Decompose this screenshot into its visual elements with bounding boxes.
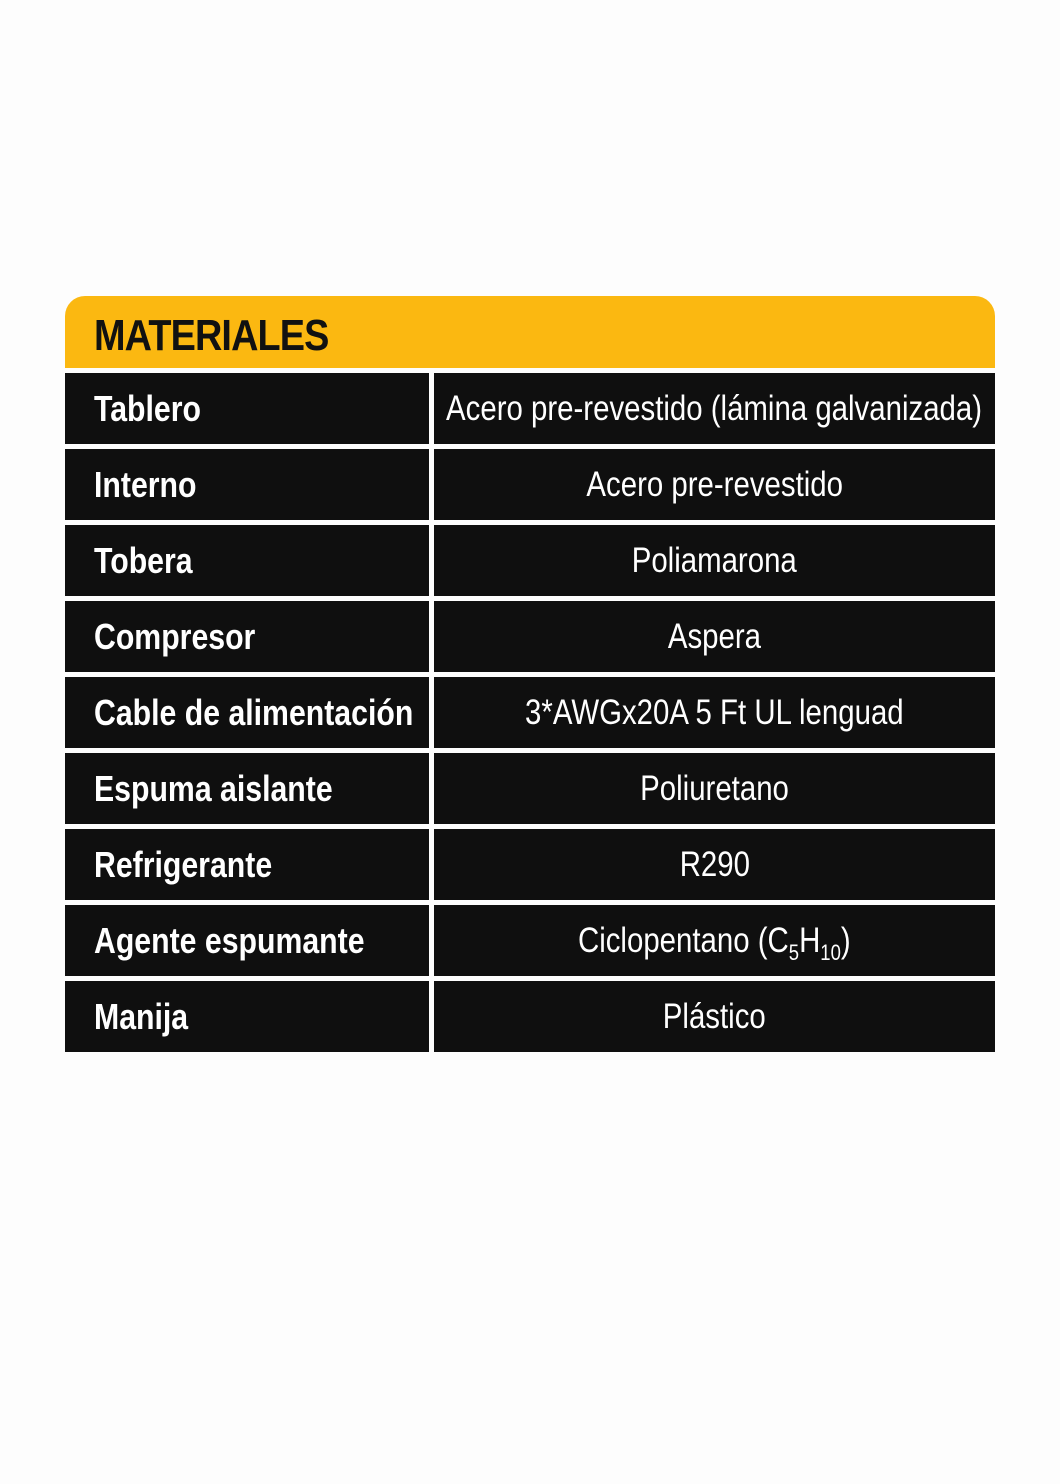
row-value: 3*AWGx20A 5 Ft UL lenguad [525, 692, 904, 732]
value-cell [434, 753, 995, 824]
value-cell [434, 601, 995, 672]
value-cell [434, 829, 995, 900]
row-label: Tobera [94, 539, 193, 581]
row-label: Cable de alimentación [94, 691, 414, 733]
value-cell [434, 905, 995, 976]
label-cell [65, 677, 429, 748]
label-cell [65, 449, 429, 520]
row-value: R290 [679, 844, 750, 884]
table-row-agente-espumante [65, 905, 995, 976]
table-row-compresor [65, 601, 995, 672]
label-cell [65, 981, 429, 1052]
table-title: MATERIALES [94, 311, 329, 360]
materials-table [65, 296, 995, 1057]
row-value: Plástico [663, 996, 766, 1036]
label-cell [65, 829, 429, 900]
value-cell [434, 373, 995, 444]
row-value: Poliamarona [631, 540, 798, 580]
row-value-formula [578, 920, 851, 965]
table-row-tablero [65, 373, 995, 444]
formula-suffix: ) [841, 920, 851, 960]
value-cell [434, 525, 995, 596]
row-value: Aspera [667, 616, 762, 656]
table-header [65, 296, 995, 368]
row-value: Acero pre-revestido [586, 464, 843, 504]
row-label: Compresor [94, 615, 256, 657]
formula-subscript-carbon: 5 [788, 939, 800, 965]
table-row-espuma-aislante [65, 753, 995, 824]
row-label: Agente espumante [94, 919, 365, 961]
table-row-interno [65, 449, 995, 520]
label-cell [65, 601, 429, 672]
table-row-refrigerante [65, 829, 995, 900]
value-cell [434, 449, 995, 520]
row-label: Refrigerante [94, 843, 273, 885]
row-label: Interno [94, 463, 197, 505]
table-row-manija [65, 981, 995, 1052]
row-label: Tablero [94, 387, 201, 429]
value-cell [434, 677, 995, 748]
table-row-tobera [65, 525, 995, 596]
formula-prefix: Ciclopentano (C [578, 920, 789, 960]
label-cell [65, 905, 429, 976]
label-cell [65, 373, 429, 444]
row-value: Acero pre-revestido (lámina galvanizada) [446, 388, 983, 428]
row-value: Poliuretano [640, 768, 789, 808]
formula-subscript-hydrogen: 10 [820, 939, 842, 965]
label-cell [65, 525, 429, 596]
row-label: Manija [94, 995, 189, 1037]
label-cell [65, 753, 429, 824]
value-cell [434, 981, 995, 1052]
row-label: Espuma aislante [94, 767, 333, 809]
formula-middle: H [799, 920, 821, 960]
table-body [65, 368, 995, 1052]
table-row-cable-de-alimentacion [65, 677, 995, 748]
